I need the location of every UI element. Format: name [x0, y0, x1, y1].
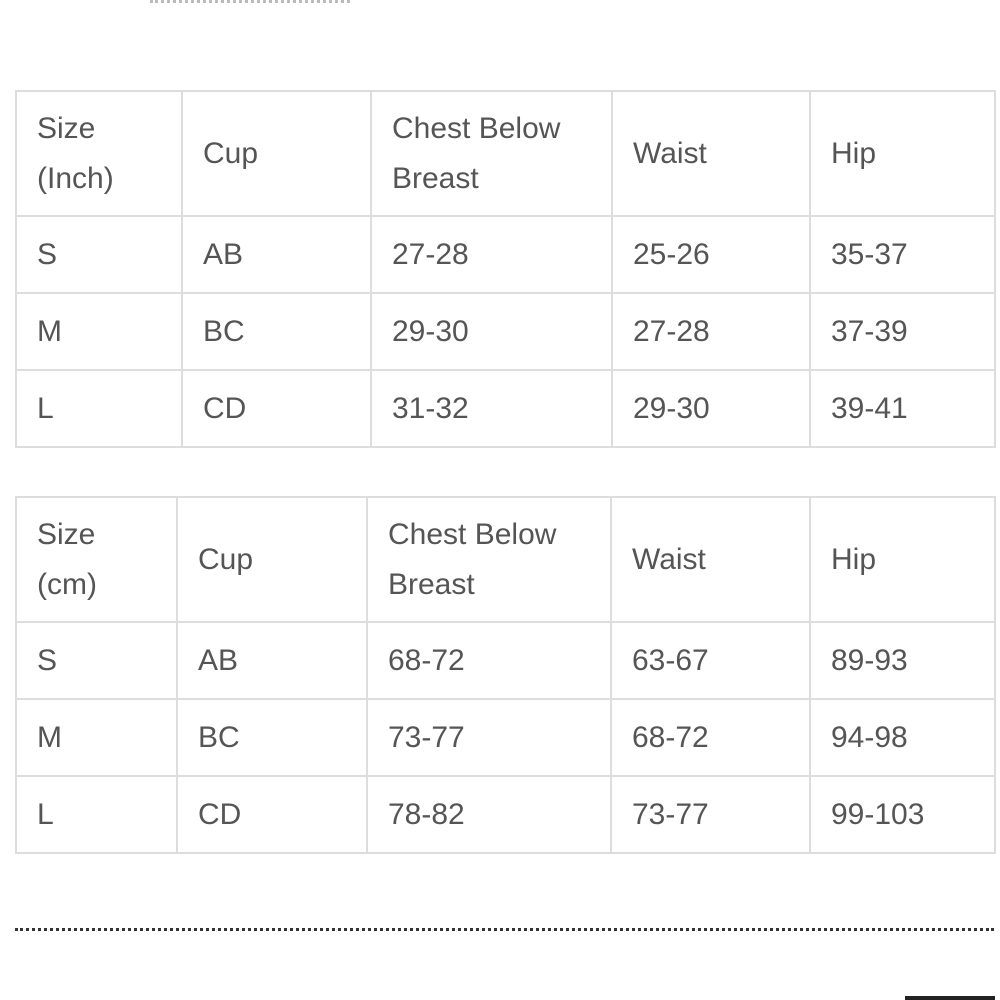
table-row: [16, 216, 995, 293]
cell-waist: 63-67: [611, 622, 810, 699]
size-chart-cm-table: [15, 496, 996, 854]
cell-hip: 37-39: [810, 293, 995, 370]
cell-cup: BC: [177, 699, 367, 776]
cell-cup: CD: [177, 776, 367, 853]
header-cup: Cup: [177, 497, 367, 622]
table-row: [16, 776, 995, 853]
table-row: [16, 699, 995, 776]
cell-waist: 73-77: [611, 776, 810, 853]
cell-chest: 31-32: [371, 370, 612, 447]
cell-chest: 78-82: [367, 776, 611, 853]
header-waist: Waist: [611, 497, 810, 622]
table-row: [16, 293, 995, 370]
cell-waist: 29-30: [612, 370, 810, 447]
cell-waist: 68-72: [611, 699, 810, 776]
header-chest-below-breast: Chest Below Breast: [371, 91, 612, 216]
cell-waist: 25-26: [612, 216, 810, 293]
cell-hip: 39-41: [810, 370, 995, 447]
cell-waist: 27-28: [612, 293, 810, 370]
cell-hip: 94-98: [810, 699, 995, 776]
header-waist: Waist: [612, 91, 810, 216]
cell-cup: AB: [182, 216, 371, 293]
header-cup: Cup: [182, 91, 371, 216]
cell-cup: AB: [177, 622, 367, 699]
cell-cup: CD: [182, 370, 371, 447]
header-hip: Hip: [810, 497, 995, 622]
cropped-bar: [905, 996, 995, 1000]
cell-size: M: [16, 293, 182, 370]
header-size: Size (cm): [16, 497, 177, 622]
cell-chest: 27-28: [371, 216, 612, 293]
cell-chest: 29-30: [371, 293, 612, 370]
cell-cup: BC: [182, 293, 371, 370]
cropped-heading-fragment: [150, 0, 350, 6]
table-row: [16, 622, 995, 699]
cell-size: M: [16, 699, 177, 776]
cell-size: S: [16, 216, 182, 293]
header-size: Size (Inch): [16, 91, 182, 216]
dotted-divider: [15, 928, 994, 931]
cell-size: L: [16, 776, 177, 853]
cell-size: L: [16, 370, 182, 447]
size-chart-inch-table: [15, 90, 996, 448]
header-hip: Hip: [810, 91, 995, 216]
cell-hip: 89-93: [810, 622, 995, 699]
cell-hip: 99-103: [810, 776, 995, 853]
table-header-row: [16, 497, 995, 622]
cell-chest: 73-77: [367, 699, 611, 776]
cell-chest: 68-72: [367, 622, 611, 699]
header-chest-below-breast: Chest Below Breast: [367, 497, 611, 622]
cell-hip: 35-37: [810, 216, 995, 293]
table-header-row: [16, 91, 995, 216]
table-row: [16, 370, 995, 447]
cell-size: S: [16, 622, 177, 699]
